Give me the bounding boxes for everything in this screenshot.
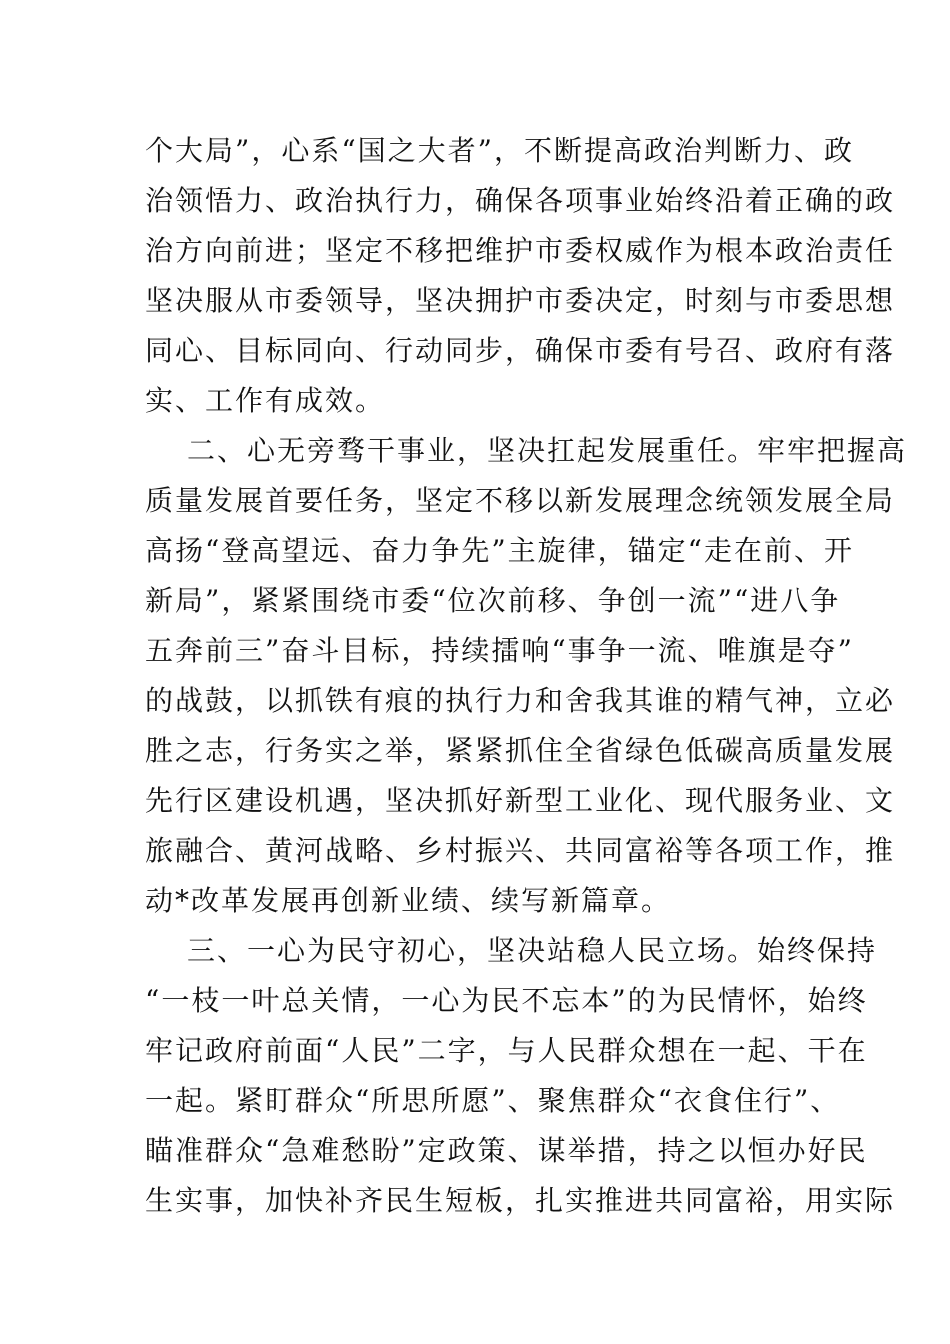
text-line: 实、工作有成效。 (145, 384, 386, 417)
text-line: 新局”，紧紧围绕市委“位次前移、争创一流”“进八争 (145, 584, 841, 617)
text-line: 生实事，加快补齐民生短板，扎实推进共同富裕，用实际 (145, 1184, 896, 1217)
text-line: 五奔前三”奋斗目标，持续擂响“事争一流、唯旗是夺” (145, 634, 854, 667)
text-line: 治领悟力、政治执行力，确保各项事业始终沿着正确的政 (145, 184, 896, 217)
text-line: 个大局”，心系“国之大者”，不断提高政治判断力、政 (145, 134, 854, 167)
paragraph-heading-3: 三、一心为民守初心，坚决站稳人民立场。始终保持 (187, 934, 878, 967)
text-line: 同心、目标同向、行动同步，确保市委有号召、政府有落 (145, 334, 896, 367)
text-line: 质量发展首要任务，坚定不移以新发展理念统领发展全局 (145, 484, 896, 517)
text-line: 旅融合、黄河战略、乡村振兴、共同富裕等各项工作，推 (145, 834, 896, 867)
text-line: 牢记政府前面“人民”二字，与人民群众想在一起、干在 (145, 1034, 868, 1067)
body-text (145, 126, 908, 1226)
text-line: 高扬“登高望远、奋力争先”主旋律，锚定“走在前、开 (145, 534, 854, 567)
text-line: 治方向前进；坚定不移把维护市委权威作为根本政治责任 (145, 234, 896, 267)
text-line: 动*改革发展再创新业绩、续写新篇章。 (145, 884, 672, 917)
text-line: 的战鼓，以抓铁有痕的执行力和舍我其谁的精气神，立必 (145, 684, 896, 717)
paragraph-heading-2: 二、心无旁骛干事业，坚决扛起发展重任。牢牢把握高 (187, 434, 908, 467)
text-line: 一起。紧盯群众“所思所愿”、聚焦群众“衣食住行”、 (145, 1084, 841, 1117)
text-line: 瞄准群众“急难愁盼”定政策、谋举措，持之以恒办好民 (145, 1134, 868, 1167)
text-line: 先行区建设机遇，坚决抓好新型工业化、现代服务业、文 (145, 784, 896, 817)
text-line: 胜之志，行务实之举，紧紧抓住全省绿色低碳高质量发展 (145, 734, 896, 767)
text-line: “一枝一叶总关情，一心为民不忘本”的为民情怀，始终 (145, 984, 868, 1017)
text-line: 坚决服从市委领导，坚决拥护市委决定，时刻与市委思想 (145, 284, 896, 317)
